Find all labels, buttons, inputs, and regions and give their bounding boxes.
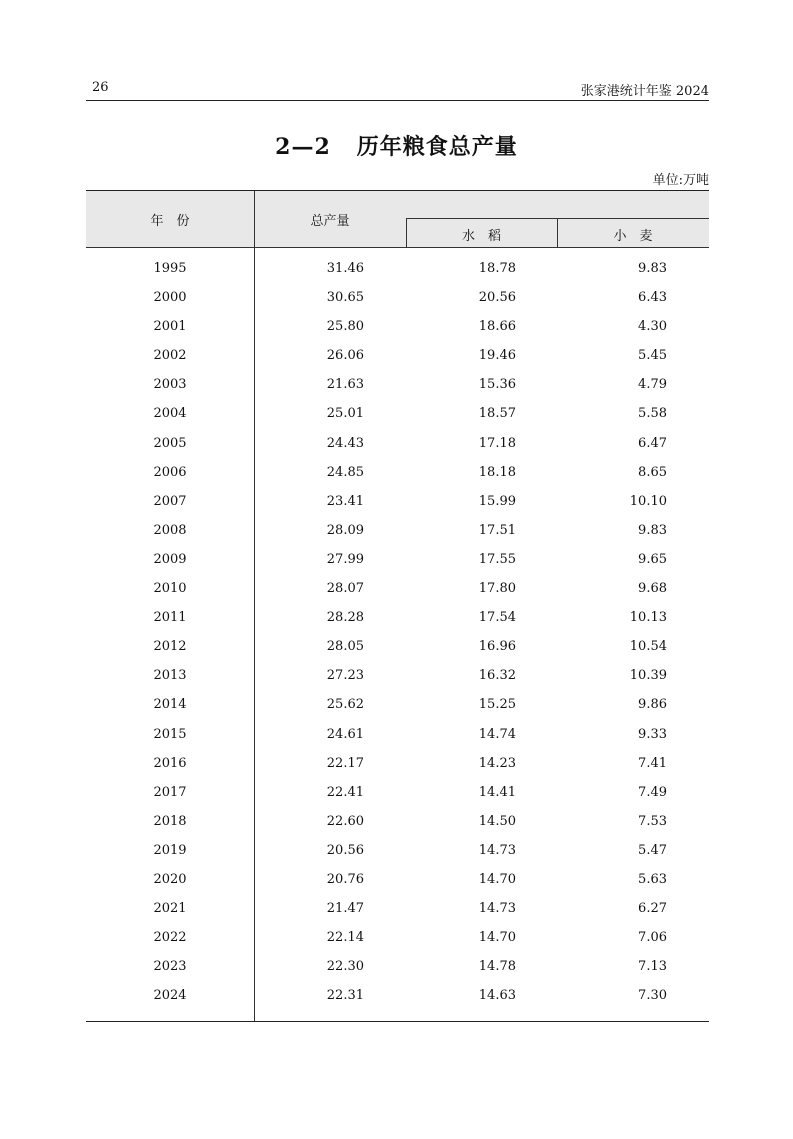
cell-rice: 14.63 <box>478 988 516 1004</box>
cell-total: 27.23 <box>326 668 364 684</box>
column-header-total: 总产量 <box>310 214 350 229</box>
cell-total: 28.07 <box>326 581 364 597</box>
cell-year: 2006 <box>153 464 187 480</box>
cell-total: 22.60 <box>326 813 364 829</box>
cell-total: 20.76 <box>326 871 364 887</box>
cell-rice: 14.73 <box>478 842 516 858</box>
column-header-year: 年 份 <box>150 214 190 229</box>
table-row <box>86 575 709 604</box>
cell-year: 2014 <box>153 697 187 713</box>
cell-total: 25.80 <box>326 319 364 335</box>
cell-year: 2003 <box>153 377 187 393</box>
cell-total: 24.85 <box>326 464 364 480</box>
cell-total: 28.28 <box>326 610 364 626</box>
cell-wheat: 5.58 <box>638 406 667 422</box>
cell-year: 2023 <box>153 959 187 975</box>
table-row <box>86 924 709 953</box>
cell-wheat: 5.47 <box>638 842 667 858</box>
table-body <box>86 255 709 1011</box>
cell-rice: 18.18 <box>478 464 516 480</box>
cell-year: 2007 <box>153 493 187 509</box>
table-row <box>86 255 709 284</box>
cell-year: 1995 <box>153 261 187 276</box>
cell-wheat: 10.39 <box>629 668 667 684</box>
cell-wheat: 6.47 <box>638 435 667 451</box>
cell-total: 25.62 <box>326 697 364 713</box>
table-row <box>86 662 709 691</box>
cell-rice: 18.66 <box>478 319 516 335</box>
cell-year: 2024 <box>153 988 187 1004</box>
table-row <box>86 953 709 982</box>
cell-year: 2010 <box>153 581 187 597</box>
cell-year: 2001 <box>153 319 187 335</box>
header-rule <box>86 247 709 248</box>
cell-year: 2009 <box>153 551 187 567</box>
cell-year: 2018 <box>153 813 187 829</box>
cell-wheat: 6.27 <box>638 901 667 917</box>
cell-wheat: 7.13 <box>638 959 667 975</box>
cell-wheat: 4.30 <box>638 319 667 335</box>
cell-rice: 17.51 <box>478 522 516 538</box>
cell-year: 2020 <box>153 871 187 887</box>
table-row <box>86 895 709 924</box>
cell-wheat: 5.45 <box>638 348 667 364</box>
table-row <box>86 808 709 837</box>
cell-year: 2002 <box>153 348 187 364</box>
cell-wheat: 10.54 <box>629 639 667 655</box>
cell-total: 22.41 <box>326 784 364 800</box>
cell-year: 2012 <box>153 639 187 655</box>
table-row <box>86 430 709 459</box>
cell-wheat: 9.86 <box>638 697 667 713</box>
cell-rice: 14.23 <box>478 755 516 771</box>
cell-rice: 14.74 <box>478 726 516 742</box>
table-row <box>86 604 709 633</box>
cell-total: 22.31 <box>326 988 364 1004</box>
cell-rice: 14.50 <box>478 813 516 829</box>
cell-wheat: 7.06 <box>638 930 667 946</box>
cell-total: 22.14 <box>326 930 364 946</box>
book-title: 张家港统计年鉴 2024 <box>580 84 709 99</box>
cell-year: 2008 <box>153 522 187 538</box>
cell-year: 2000 <box>153 290 187 306</box>
cell-year: 2004 <box>153 406 187 422</box>
cell-year: 2011 <box>153 610 187 626</box>
cell-rice: 15.25 <box>478 697 516 713</box>
table-title <box>0 130 793 161</box>
column-header-wheat: 小 麦 <box>613 229 653 244</box>
cell-total: 28.05 <box>326 639 364 655</box>
cell-total: 21.63 <box>326 377 364 393</box>
table-row <box>86 837 709 866</box>
cell-total: 20.56 <box>326 842 364 858</box>
cell-rice: 16.32 <box>478 668 516 684</box>
bottom-rule <box>86 1021 709 1022</box>
cell-rice: 17.18 <box>478 435 516 451</box>
cell-year: 2017 <box>153 784 187 800</box>
table-row <box>86 371 709 400</box>
cell-total: 30.65 <box>326 290 364 306</box>
cell-wheat: 7.49 <box>638 784 667 800</box>
cell-total: 22.30 <box>326 959 364 975</box>
table-row <box>86 313 709 342</box>
cell-wheat: 6.43 <box>638 290 667 306</box>
cell-rice: 14.41 <box>478 784 516 800</box>
table-row <box>86 459 709 488</box>
cell-year: 2013 <box>153 668 187 684</box>
cell-wheat: 4.79 <box>638 377 667 393</box>
cell-wheat: 10.13 <box>629 610 667 626</box>
table-row <box>86 546 709 575</box>
cell-wheat: 9.33 <box>638 726 667 742</box>
column-header-rice: 水 稻 <box>461 229 501 244</box>
cell-total: 24.61 <box>326 726 364 742</box>
cell-total: 31.46 <box>326 261 364 276</box>
table-row <box>86 488 709 517</box>
cell-rice: 17.55 <box>478 551 516 567</box>
table-row <box>86 633 709 662</box>
page-number: 26 <box>92 80 109 95</box>
table-title-text: 历年粮食总产量 <box>356 134 518 160</box>
running-header <box>86 76 709 101</box>
cell-rice: 17.80 <box>478 581 516 597</box>
cell-wheat: 10.10 <box>629 493 667 509</box>
table-row <box>86 517 709 546</box>
cell-rice: 14.70 <box>478 930 516 946</box>
cell-year: 2016 <box>153 755 187 771</box>
table-row <box>86 721 709 750</box>
cell-year: 2022 <box>153 930 187 946</box>
grain-output-table <box>86 190 709 1022</box>
cell-wheat: 9.83 <box>638 261 667 276</box>
table-row <box>86 750 709 779</box>
cell-wheat: 7.30 <box>638 988 667 1004</box>
table-row <box>86 400 709 429</box>
cell-wheat: 9.83 <box>638 522 667 538</box>
cell-year: 2021 <box>153 901 187 917</box>
table-row <box>86 284 709 313</box>
cell-rice: 18.78 <box>478 261 516 276</box>
cell-rice: 20.56 <box>478 290 516 306</box>
cell-rice: 19.46 <box>478 348 516 364</box>
table-number: 2—2 <box>275 134 331 160</box>
cell-rice: 14.70 <box>478 871 516 887</box>
cell-year: 2019 <box>153 842 187 858</box>
table-row <box>86 982 709 1011</box>
cell-rice: 16.96 <box>478 639 516 655</box>
table-row <box>86 342 709 371</box>
cell-rice: 17.54 <box>478 610 516 626</box>
cell-total: 22.17 <box>326 755 364 771</box>
cell-wheat: 8.65 <box>638 464 667 480</box>
cell-wheat: 9.65 <box>638 551 667 567</box>
top-rule <box>86 190 709 191</box>
table-row <box>86 779 709 808</box>
cell-total: 23.41 <box>326 493 364 509</box>
cell-wheat: 5.63 <box>638 871 667 887</box>
cell-wheat: 7.53 <box>638 813 667 829</box>
cell-wheat: 9.68 <box>638 581 667 597</box>
table-row <box>86 691 709 720</box>
cell-total: 21.47 <box>326 901 364 917</box>
cell-rice: 15.36 <box>478 377 516 393</box>
cell-total: 26.06 <box>326 348 364 364</box>
table-row <box>86 866 709 895</box>
cell-total: 24.43 <box>326 435 364 451</box>
cell-year: 2015 <box>153 726 187 742</box>
cell-total: 27.99 <box>326 551 364 567</box>
cell-rice: 14.73 <box>478 901 516 917</box>
cell-rice: 15.99 <box>478 493 516 509</box>
cell-rice: 18.57 <box>478 406 516 422</box>
unit-label: 单位:万吨 <box>652 173 709 188</box>
cell-year: 2005 <box>153 435 187 451</box>
cell-total: 28.09 <box>326 522 364 538</box>
cell-rice: 14.78 <box>478 959 516 975</box>
cell-wheat: 7.41 <box>638 755 667 771</box>
cell-total: 25.01 <box>326 406 364 422</box>
